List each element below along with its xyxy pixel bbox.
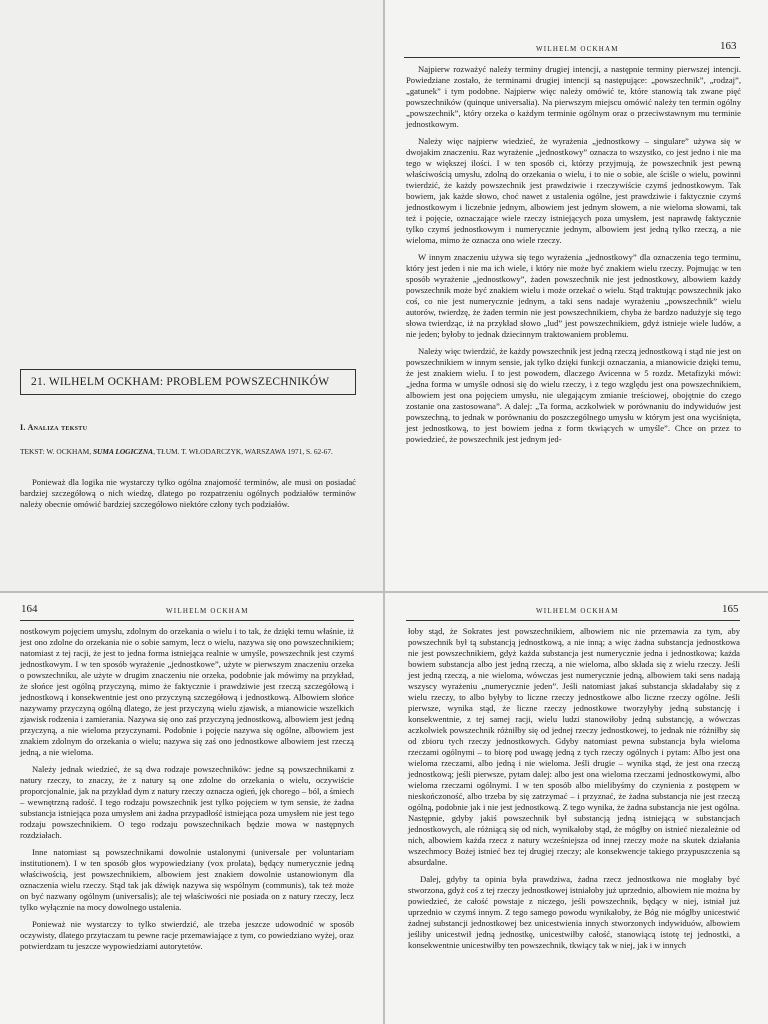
text-column — [20, 626, 354, 952]
source-citation — [20, 447, 355, 457]
paragraph: W innym znaczeniu używa się tego wyrażenia „jednostkowy” dla oznaczenia tego terminu, który jest jeden i nie ma ich wiele, i który nie może być znakiem wielu rzeczy. Pojmując w ten sposób wyrażenie „jednostkowy”, żaden powszechnik nie jest jednostkowy, albowiem każdy powszechnik może być znakiem wielu i może orzekać o wielu. Stąd traktując powszechnik jako coś, co nie jest numerycznie jednym, a taki sens nadaje wyrażeniu „powszechnik” wielu autorów, twierdzę, że żaden termin nie jest powszechnikiem, chyba że bardzo nadużyje się tego słowa twierdząc, iż na przykład słowo „lud” jest powszechnikiem, gdyż istnieje wiele ludów, a nie jeden; byłoby to jednak dziecinnym traktowaniem problemu. — [406, 252, 741, 339]
source-title: SUMA LOGICZNA — [92, 447, 154, 456]
paragraph: Inne natomiast są powszechnikami dowolnie ustalonymi (universale per voluntariam institutionem). I w ten sposób głos wypowiedziany (vox prolata), będący numerycznie jedną właściwością, jest powszechnikiem, albowiem jest znakiem dowolnie ustanowionym dla oznaczenia wielu rzeczy. Stąd tak jak dźwięk nazywa się wspólnym (communis), tak też może on być nazwany ogólnym (universalis); ale tej właściwości nie posiada on z natury rzeczy, lecz tylko wyłącznie na mocy dowolnego ustalenia. — [20, 847, 354, 912]
text-column — [408, 626, 740, 951]
paragraph: Należy więc najpierw wiedzieć, że wyrażenia „jednostkowy – singulare” używa się w dwojakim znaczeniu. Raz wyrażenie „jednostkowy” oznacza to wszystko, co jest jedno i nie ma tego w większej ilości. I w ten sposób ci, którzy przyjmują, że powszechnik jest pewną właściwością umysłu, zdolną do orzekania o wielu, i to nie o sobie, ale ściśle o wielu, powinni twierdzić, że każdy powszechnik jest prawdziwie i rzeczywiście czymś jednostkowym. Tak bowiem, jak każde słowo, choć nawet z ustalenia ogólne, jest prawdziwie i faktycznie czymś jednostkowym i liczebnie jednym, albowiem jest jednym słowem, a nie wieloma słowami, tak też i pojęcie, oznaczające wiele rzeczy istniejących poza umysłem, jest naprawdę faktycznie tylko czymś jednostkowym i numerycznie jednym, albowiem jest jedną tylko rzeczą, a nie wieloma, mimo że oznacza ono wiele rzeczy. — [406, 136, 741, 245]
intro-paragraph: Ponieważ dla logika nie wystarczy tylko ogólna znajomość terminów, ale musi on posiadać bardziej szczegółową o nich wiedzę, dlatego po rozpatrzeniu ogólnych podziałów terminów należy obecnie omówić bardziej szczegółowo niektóre człony tych podziałów. — [20, 477, 356, 509]
source-prefix: TEKST: W. OCKHAM, — [20, 447, 93, 456]
running-header: WILHELM OCKHAM — [536, 45, 619, 53]
section-heading: I. Analiza tekstu — [20, 423, 88, 432]
paragraph: Ponieważ nie wystarczy to tylko stwierdzić, ale trzeba jeszcze udowodnić w sposób oczywisty, dlatego przytaczam tu pewne racje przemawiające z tym, co powiedziano wyżej, oraz potwierdzam tu jeszcze wypowiedziami autorytetów. — [20, 919, 354, 951]
page-164 — [0, 592, 384, 1024]
header-rule — [406, 620, 740, 621]
page-number: 164 — [21, 603, 38, 615]
running-header: WILHELM OCKHAM — [166, 607, 249, 615]
paragraph: Najpierw rozważyć należy terminy drugiej intencji, a następnie terminy pierwszej intencji. Powiedziane zostało, że terminami drugiej intencji są następujące: „powszechnik”, „rodzaj”, „gatunek” i tym podobne. Najpierw więc należy omówić te, które stanowią tak zwane pięć powszechników (quinque universalia). Na pierwszym miejscu omówić należy ten termin ogólny „powszechnik”, który orzeka o każdym terminie ogólnym oraz o przeciwstawnym mu terminie jednostkowym. — [406, 64, 741, 129]
chapter-title: 21. WILHELM OCKHAM: PROBLEM POWSZECHNIKÓW — [20, 369, 356, 395]
page-divider-vertical — [383, 0, 385, 1024]
intro-paragraph-block — [20, 477, 356, 510]
paragraph: nostkowym pojęciem umysłu, zdolnym do orzekania o wielu i to tak, że dzięki temu właśnie, iż jest ono zdolne do orzekania nie o sobie samym, lecz o wielu, nazywa się ono powszechnikiem; natomiast z tej racji, że jest to jedna forma istniejąca realnie w umyśle, powszechnik jest czymś jednostkowym. I w ten sposób wyrażenie „jednostkowe”, użyte w pierwszym znaczeniu orzeka o powszechniku, ale użyte w drugim znaczeniu nie orzeka, podobnie jak mówimy na przykład, że słońce jest ogólną przyczyną, mimo że faktycznie i prawdziwie jest rzeczą szczegółową i jednostkową i konsekwentnie jest ono przyczyną szczegółową i jednostkową. Albowiem słońce nazywamy przyczyną ogólną dlatego, że jest przyczyną wielu zjawisk, a mianowicie wszelkich zjawisk rodzenia i zamierania. Nazywa się ono zaś przyczyną jednostkową, albowiem jest jedną przyczyną, a nie wieloma przyczynami. Podobnie i pojęcie nazywa się ogólne, albowiem jest znakiem zdolnym do orzekania o wielu; nazywa się zaś ono jednostkowe albowiem jest rzeczą jedną, a nie wieloma. — [20, 626, 354, 757]
paragraph: łoby stąd, że Sokrates jest powszechnikiem, albowiem nic nie przemawia za tym, aby powszechnik był tą substancją jednostkową, a nie inną; a więc żadna substancja jednostkowa nie jest powszechnikiem, gdyż każda substancja jest numerycznie jedna i jednostkowa; każda bowiem substancja albo jest jedną rzeczą, a nie wieloma, albo składa się z wielu rzeczy. Jeśli jest jedną rzeczą, a nie wieloma, wówczas jest numerycznie jedną, albowiem taki sens nadają wszyscy wyrażeniu „numerycznie jeden”. Jeśli natomiast jakaś substancja składałaby się z wielu rzeczy, to albo byłyby to liczne rzeczy jednostkowe albo liczne rzeczy ogólne. Jeśli pierwsze, wynika stąd, że liczne rzeczy jednostkowe tworzyłyby jedną substancję i konsekwentnie, z tej samej racji, wielu ludzi stanowiłoby jedną substancję, a wówczas aczkolwiek powszechnik różniłby się od jednej rzeczy jednostkowej, to jednak nie różniłby się od zbioru tych rzeczy jednostkowych. Gdyby natomiast pewna substancja była wieloma rzeczami ogólnymi – to biorę pod uwagę jedną z tych rzeczy ogólnych i pytam: Albo jest ona wieloma rzeczami, albo jedną i nie wieloma. Jeśli drugie – wynika stąd, że jest ona rzeczą jednostkową; jeśli pierwsze, pytam dalej: albo jest ona wieloma rzeczami jednostkowymi, albo wieloma rzeczami ogólnymi. I w ten sposób albo mielibyśmy do czynienia z postępem w nieskończoność, albo trzeba by się zatrzymać – i przyznać, że żadna substancja nie jest rzeczą ogólną, podobnie jak i nie jest jednostkową. Z tego wynika, że żadna substancja nie jest ogólna. Następnie, gdyby jakiś powszechnik był substancją jedną istniejącą w substancjach jednostkowych, ale różniącą się od nich, wynikałoby stąd, że mógłby on istnieć niezależnie od nich, albowiem każda rzecz z natury wcześniejsza od innej rzeczy może na skutek działania wszechmocy Bożej istnieć bez tej drugiej rzeczy; ale konsekwencje takiego przypuszczenia są absurdalne. — [408, 626, 740, 867]
running-header: WILHELM OCKHAM — [536, 607, 619, 615]
page-165 — [384, 592, 768, 1024]
page-number: 165 — [722, 603, 739, 615]
source-suffix: , TŁUM. T. WŁODARCZYK, WARSZAWA 1971, S. 62-67. — [153, 447, 333, 456]
page-top-left — [0, 0, 384, 592]
page-163 — [384, 0, 768, 592]
page-number: 163 — [720, 40, 737, 52]
page-divider-horizontal — [0, 591, 768, 593]
text-column — [406, 64, 741, 445]
paragraph: Należy więc twierdzić, że każdy powszechnik jest jedną rzeczą jednostkową i stąd nie jest on powszechnikiem w innym sensie, jak tylko dzięki funkcji oznaczania, a mianowicie dzięki temu, że jest znakiem wielu. I to jest powodem, dlaczego Avicenna w 5 rozdz. Metafizyki mówi: „jedna forma w umyśle odnosi się do wielu rzeczy, i z tego względu jest ona powszechnikiem, albowiem jest ona pojęciem umysłu, nie ulegającym zmianie treściowej, obojętnie do czego zostanie ona zastosowana”. A dalej: „Ta forma, aczkolwiek w porównaniu do indywiduów jest powszechną, to jednak w porównaniu do poszczególnego umysłu w którym jest ona wyciśnięta, jest jednostkową, to jest bowiem jedna z form tkwiących w umyśle”. Chce on przez to powiedzieć, że powszechnik jest jednym jed- — [406, 346, 741, 444]
paragraph: Należy jednak wiedzieć, że są dwa rodzaje powszechników: jedne są powszechnikami z natury rzeczy, to znaczy, że z natury są one zdolne do orzekania o wielu, oczywiście proporcjonalnie, jak na przykład dym z natury rzeczy oznacza ogień, jęk chorego – ból, a śmiech – wewnętrzną radość. I tego rodzaju powszechnik jest tylko pojęciem w tym sensie, że żadna substancja istniejąca poza umysłem ani żadna przypadłość istniejąca poza umysłem nie jest tego rodzaju powszechnikiem. O tego rodzaju powszechnikach będzie mowa w następnych rozdziałach. — [20, 764, 354, 840]
header-rule — [20, 620, 354, 621]
paragraph: Dalej, gdyby ta opinia była prawdziwa, żadna rzecz jednostkowa nie mogłaby być stworzona, gdyż coś z tej rzeczy jednostkowej istniałoby już uprzednio, albowiem nie można by powiedzieć, że całość powstaje z niczego, jeśli powszechnik, będący w niej, istniał już uprzednio w czymś innym. Z tego samego powodu wynikałoby, że Bóg nie mógłby unicestwić żadnej substancji jednostkowej bez unicestwienia innych stworzonych indywiduów, albowiem jeśliby unicestwił jedną jednostkę, unicestwiłby całość, stanowiącą istotę tej jednostki, a konsekwentnie unicestwiłby ten powszechnik, tkwiący tak w niej, jak i w innych — [408, 874, 740, 950]
header-rule — [404, 57, 740, 58]
